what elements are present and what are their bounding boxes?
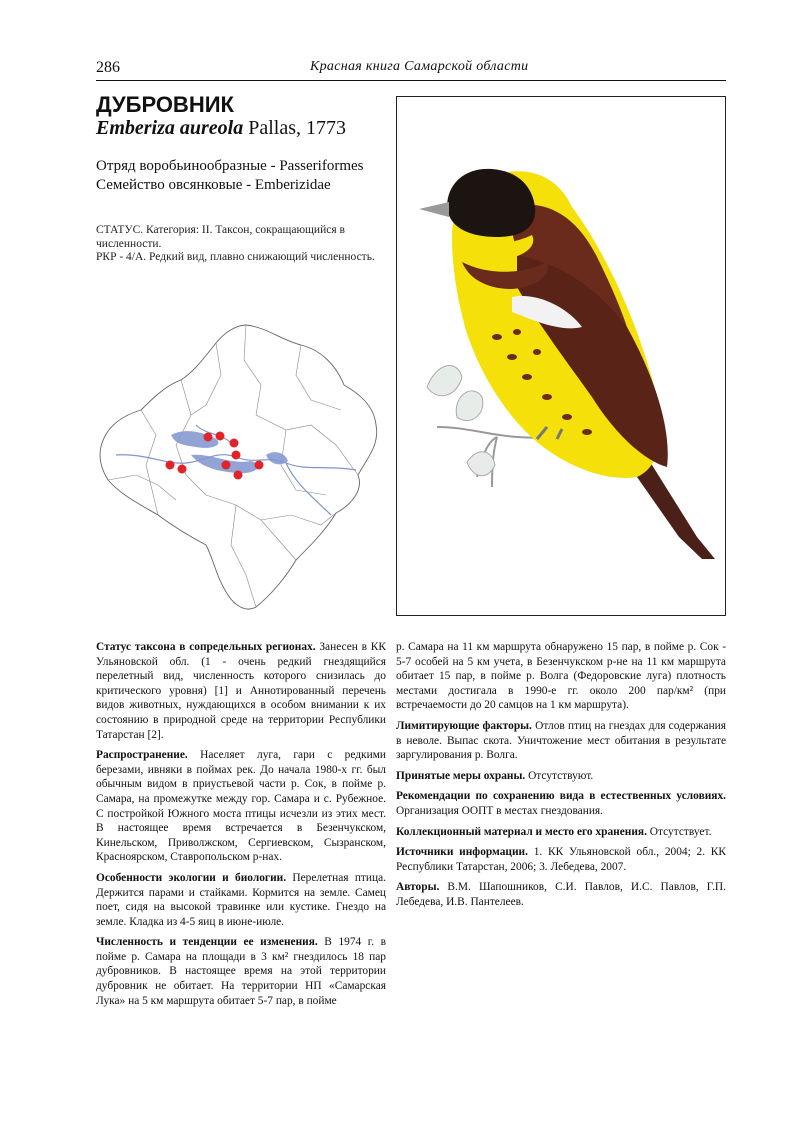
section-title: Лимитирующие факторы.: [396, 719, 532, 732]
section-paragraph-continued: [396, 640, 726, 713]
section-title: Источники информации.: [396, 846, 528, 859]
section-paragraph: [96, 935, 386, 1008]
occurrence-point: [230, 439, 239, 448]
section-title: Распространение.: [96, 749, 188, 762]
section-paragraph: [96, 748, 386, 865]
text-column-left: [96, 640, 386, 1014]
occurrence-point: [255, 461, 264, 470]
section-title: Особенности экологии и биологии.: [96, 871, 287, 884]
section-text: Отсутствуют.: [525, 769, 594, 782]
bird-beak: [419, 202, 449, 217]
section-paragraph: [396, 789, 726, 818]
status-rkr: РКР - 4/А. Редкий вид, плавно снижающий численность.: [96, 251, 375, 263]
bird-tail: [637, 457, 715, 559]
section-paragraph: [96, 871, 386, 929]
latin-binomial: Emberiza aureola: [96, 117, 244, 139]
page-number: 286: [96, 59, 120, 76]
distribution-map: [96, 315, 386, 615]
latin-name: [96, 117, 346, 140]
section-title: Авторы.: [396, 881, 440, 894]
leaves: [427, 366, 495, 476]
taxonomy-family: Семейство овсянковые - Emberizidae: [96, 177, 331, 193]
section-title: Статус таксона в сопредельных регионах.: [96, 641, 316, 653]
occurrence-point: [234, 471, 243, 480]
status-block: [96, 224, 381, 265]
section-text: Перелетная птица. Держится парами и стайками. Кормится на земле. Самец поет, сидя на высокой травинке или кустике. Гнездо на земле. Кладка из 4-5 яиц в июне-июле.: [96, 871, 386, 928]
taxonomy: [96, 157, 363, 195]
section-paragraph: [396, 719, 726, 763]
section-text: Занесен в КК Ульяновской обл. (1 - очень редкий гнездящийся перелетный вид, численность которого снизилась до критического уровня) [1] и Аннотированный перечень видов животных, нуждающихся в особом внимании к их состоянию в природной среде на территории Республики Татарстан [2].: [96, 641, 386, 741]
section-paragraph: [96, 640, 386, 742]
occurrence-point: [166, 461, 175, 470]
header-divider: [96, 80, 726, 81]
section-title: Коллекционный материал и место его хранения.: [396, 825, 647, 838]
section-paragraph: [396, 880, 726, 909]
section-paragraph: [396, 845, 726, 874]
status-category: СТАТУС. Категория: II. Таксон, сокращающийся в численности.: [96, 224, 345, 250]
section-text: Отлов птиц на гнездах для содержания в неволе. Выпас скота. Уничтожение мест обитания в результате заргулирования р. Волга.: [396, 719, 726, 762]
section-title: Численность и тенденции ее изменения.: [96, 936, 318, 949]
section-text: р. Самара на 11 км маршрута обнаружено 15 пар, в пойме р. Сок - 5-7 особей на 5 км учета, в Безенчукском р-не на 11 км маршрута обитает 15 пар, в пойме р. Волга (Федоровские луга) плотность местами достигала в 1990-е гг. около 200 пар/км² (при встречаемости до 20 самцов на 1 км маршрута).: [396, 641, 726, 712]
section-text: В.М. Шапошников, С.И. Павлов, И.С. Павлов, Г.П. Лебедева, И.В. Пантелеев.: [396, 881, 726, 908]
taxon-author: Pallas, 1773: [248, 117, 347, 139]
running-title: Красная книга Самарской области: [310, 59, 529, 74]
section-paragraph: [396, 769, 726, 784]
section-title: Рекомендации по сохранению вида в естественных условиях.: [396, 790, 726, 803]
section-text: 1. КК Ульяновской обл., 2004; 2. КК Республики Татарстан, 2006; 3. Лебедева, 2007.: [396, 846, 727, 873]
section-title: Принятые меры охраны.: [396, 769, 526, 782]
occurrence-point: [216, 432, 225, 441]
section-text: Населяет луга, гари с редкими березами, ивняки в поймах рек. До начала 1980-х гг. был обычным видом в приустьевой части р. Сок, в пойме р. Самара, на промежутке между гор. Самара и с. Рубежное. С постройкой Южного моста птицы исчезли из этих мест. В настоящее время встречается в Безенчукском, Кинельском, Приволжском, Сергиевском, Сызранском, Красноярском, Ставропольском р-нах.: [96, 749, 386, 864]
occurrence-point: [232, 451, 241, 460]
occurrence-point: [178, 465, 187, 474]
occurrence-point: [222, 461, 231, 470]
section-text: Организация ООПТ в местах гнездования.: [396, 804, 604, 817]
section-paragraph: [396, 825, 726, 840]
illustration-frame: [396, 96, 726, 616]
section-text: Отсутствует.: [646, 825, 712, 838]
occurrence-point: [204, 433, 213, 442]
taxonomy-order: Отряд воробьинообразные - Passeriformes: [96, 158, 364, 174]
species-name: ДУБРОВНИК: [96, 92, 234, 117]
section-text: В 1974 г. в пойме р. Самара на площади в 3 км² гнездилось 18 пар дубровников. В настоящее время на этой территории дубровник не обитает. На территории НП «Самарская Лука» на 5 км маршрута обитает 5-7 пар, в пойме: [96, 936, 386, 1007]
text-column-right: [396, 640, 726, 916]
bird-illustration: [397, 97, 725, 615]
